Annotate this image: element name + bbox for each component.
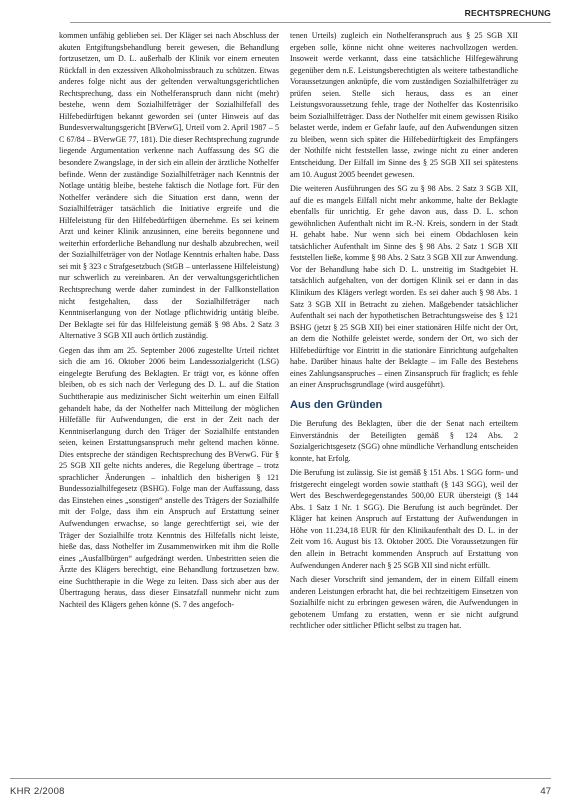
page-header bbox=[0, 0, 561, 20]
paragraph: Die Berufung ist zulässig. Sie ist gemäß § 151 Abs. 1 SGG form- und fristgerecht eingelegt worden sowie statthaft (§ 143 SGG), weil der Wert des Beschwerdegegenstandes 500,00 EUR übersteigt (§ 144 Abs. 1 Satz 1 Nr. 1 SGG). Die Berufung ist auch begründet. Der Kläger hat keinen Anspruch auf Erstattung der Aufwendungen in Höhe von 11.234,18 EUR für den Klinikaufenthalt des D. L. in der Zeit vom 16. August bis 13. Oktober 2005. Die Voraussetzungen für den allein in Betracht kommenden Anspruch auf Erstattung von Aufwendungen Anderer nach § 25 SGB XII sind nicht erfüllt. bbox=[290, 468, 518, 570]
page-footer bbox=[0, 778, 561, 806]
footer-rule bbox=[10, 778, 551, 779]
page-number: 47 bbox=[540, 786, 551, 797]
paragraph: tenen Urteils) zugleich ein Nothelferanspruch aus § 25 SGB XII ergeben solle, könne nicht ohne weiteres nachvollzogen werden. Insoweit werde verkannt, dass eine tatsächliche Hilfegewährung gegenüber dem n.E. Leistungsberechtigten als weitere tatbestandliche Voraussetzungen anknüpfe, die vom zuständigen Sozialhilfeträger zu prüfen seien. Stelle sich heraus, dass es an einer Leistungsvoraussetzung fehle, trage der Nothelfer das Kostenrisiko beim Sozialhilfeträger. Dass der Nothelfer mit einem gewissen Risiko belastet werde, indem er Gefahr laufe, auf den Aufwendungen sitzen zu bleiben, wenn sich später die Hilfebedürftigkeit des Empfängers der Nothilfe nicht feststellen lasse, zwinge nicht zu einer anderen Entscheidung. Der Eilfall im Sinne des § 25 SGB XII sei spätestens am 10. August 2005 beendet gewesen. bbox=[290, 31, 518, 179]
paragraph: Die Berufung des Beklagten, über die der Senat nach erteiltem Einverständnis der Beteiligten gemäß § 124 Abs. 2 Sozialgerichtsgesetz (SGG) ohne mündliche Verhandlung entscheiden konnte, hat Erfolg. bbox=[290, 418, 518, 463]
header-rule bbox=[70, 22, 551, 23]
journal-issue: KHR 2/2008 bbox=[10, 786, 65, 797]
paragraph: Gegen das ihm am 25. September 2006 zugestellte Urteil richtet sich die am 16. Oktober 2006 beim Landessozialgericht (LSG) eingelegte Berufung des Beklagten. Er trägt vor, es könne offen bleiben, ob es sich nach der Verlegung des D. L. auf die Station Suchttherapie aus medizinischer Sicht weiterhin um einen Eilfall gehandelt habe, da der Nothelfer nach Mitteilung der möglichen Hilfefälle für Aufwendungen, die erst in der Zeit nach der Kenntniserlangung durch den Träger der Sozialhilfe entstanden seien, keinen Erstattungsanspruch mehr geltend machen könne. Dies entspreche der ständigen Rechtsprechung des BVerwG. Für § 25 SGB XII gelte nichts anderes, die Regelung übertrage – trotz sprachlicher Änderungen – inhaltlich den bisherigen § 121 Bundessozialhilfegesetz (BSHG). Folge man der Auffassung, dass das Einstehen eines „sonstigen“ anstelle des Trägers der Sozialhilfe mit der Folge, dass ihm ein Anspruch auf Erstattung seiner Aufwendungen erwachse, so lange gerechtfertigt sei, wie der Träger der Sozialhilfe trotz Kenntnis des Hilfefalls nicht leiste, hieße das, dass Nothelfer im Zusammenwirken mit ihm die Rolle eines „Ausfallbürgen“ aufgedrängt werden. Unbestritten seien die Ärzte des Klägers berechtigt, eine Behandlung fortzusetzen bzw. eine Suchttherapie in die Wege zu leiten. Dass sich aber aus der Übertragung heraus, dass dieser Einsatzfall nunmehr nicht zum Nachteil des Klägers gehen könne (S. 7 des angefoch- bbox=[59, 345, 279, 609]
paragraph: kommen unfähig geblieben sei. Der Kläger sei nach Abschluss der akuten Entgiftungsbehandlung bereit gewesen, die Behandlung fortzusetzen, um D. L. außerhalb der Klinik vor einem erneuten Rückfall in den exzessiven Alkoholmissbrauch zu schützen. Etwas anderes folge nicht aus der geltenden verwaltungsgerichtlichen Rechtsprechung, dass ein Nothelferanspruch dann nicht (mehr) bestehe, wenn dem Sozialhilfeträger der Sozialhilfefall des Hilfebedürftigen bekannt geworden sei (unter Hinweis auf das Bundesverwaltungsgericht [BVerwG], Urteil vom 2. April 1987 – 5 C 67/84 – BVerwGE 77, 181). Die dieser Rechtsprechung zugrunde liegende Argumentation verkenne nach Auffassung des SG die besondere Zwangslage, in der sich ein allein der ärztliche Nothelfer befinde. Wenn der zuständige Sozialhilfeträger nach Kenntnis der Notlage untätig bleibe, bestehe faktisch die Notlage fort. Für den Nothelfer verändere sich die Situation erst dann, wenn der Sozialhilfeträger tatsächlich die Initiative ergreife und die Hilfeleistung für den Hilfebedürftigen übernehme. Es sei keinem Arzt und keiner Klinik anzusinnen, eine bereits begonnene und weiterhin erforderliche Behandlung nur deshalb abzubrechen, weil der Sozialhilfeträger von der Notlage Kenntnis erhalten habe. Dass sei mit § 323 c Strafgesetzbuch (StGB – unterlassene Hilfeleistung) nur schwerlich zu vereinbaren. An der verwaltungsgerichtlichen Rechtsprechung werde daher zumindest in der Fallkonstellation nicht festgehalten, dass der Sozialhilfeträger nach Kenntniserlangung von der Notlage pflichtwidrig untätig bleibe. Der Beklagte sei für das Hilfeleistung gemäß § 98 Abs. 2 Satz 3 Alternative 3 SGB XII auch örtlich zuständig. bbox=[59, 31, 279, 341]
paragraph: Die weiteren Ausführungen des SG zu § 98 Abs. 2 Satz 3 SGB XII, auf die es mangels Eilfall nicht mehr ankomme, halte der Beklagte ebenfalls für unrichtig. Er gehe davon aus, dass D. L. schon gewöhnlichen Aufenthalt nicht im R.-N. Kreis, sondern in der Stadt H. gehabt habe. Nur wenn sich bei einem Obdachlosen kein tatsächlicher Aufenthalt im Sinne des § 98 Abs. 2 Satz 1 SGB XII feststellen ließe, komme § 98 Abs. 2 Satz 3 SGB XII zur Anwendung. Vor der Behandlung habe sich D. L. unstreitig im Stadtgebiet H. tatsächlich aufgehalten, von der dortigen Klinik sei er dann in das Klinikum des Klägers verlegt worden. Es sei daher auch § 98 Abs. 1 Satz 3 SGB XII in Betracht zu ziehen. Maßgebender tatsächlicher Aufenthalt sei nach der hypothetischen Betrachtungsweise des § 121 BSHG (jetzt § 25 SGB XII) bei einer stationären Hilfe nicht der Ort, an dem die Nothilfe geleistet werde, sondern der Ort, wo sich der Hilfebedürftige vor Eintritt in die stationäre Einrichtung aufgehalten habe. Darüber hinaus halte der Beklagte – im Falle des Bestehens eines Zahlungsanspruches – einen Zinsanspruch für fraglich; es fehle an einer Anspruchsgrundlage (wird ausgeführt). bbox=[290, 184, 518, 390]
right-column bbox=[290, 30, 518, 635]
section-label: RECHTSPRECHUNG bbox=[464, 8, 551, 18]
section-heading: Aus den Gründen bbox=[290, 398, 383, 411]
paragraph: Nach dieser Vorschrift sind jemandem, der in einem Eilfall einem anderen Leistungen erbracht hat, die bei rechtzeitigem Einsetzen von Sozialhilfe nicht zu erbringen gewesen wären, die Aufwendungen in gebotenem Umfang zu erstatten, wenn er sie nicht aufgrund rechtlicher oder sittlicher Pflicht selbst zu tragen hat. bbox=[290, 575, 518, 631]
left-column bbox=[59, 30, 279, 613]
